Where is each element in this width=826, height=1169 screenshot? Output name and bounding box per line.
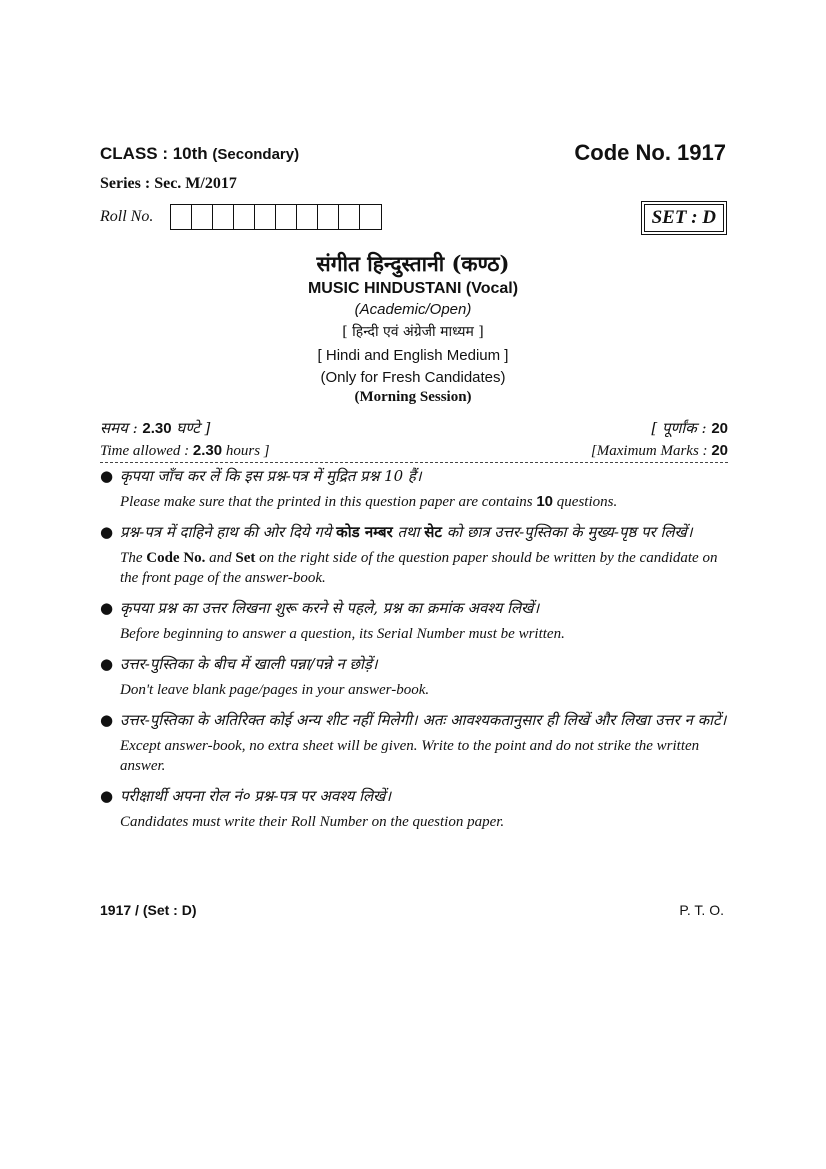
bullet-icon: ● — [100, 787, 114, 805]
set-badge: SET : D — [644, 204, 724, 232]
medium-hindi: [ हिन्दी एवं अंग्रेजी माध्यम ] — [342, 324, 484, 340]
class-label: CLASS : 10th (Secondary) — [100, 144, 300, 163]
instruction-english: Before beginning to answer a question, its Serial Number must be written. — [120, 626, 565, 642]
bullet-icon: ● — [100, 599, 114, 617]
instruction-hindi: ● परीक्षार्थी अपना रोल नं० प्रश्न-पत्र पर अवश्य लिखें। — [100, 787, 392, 805]
max-marks-hindi: [ पूर्णांक : 20 — [651, 419, 728, 437]
time-allowed-hindi: समय : 2.30 घण्टे ] — [100, 419, 211, 437]
roll-digit-box[interactable] — [255, 205, 276, 229]
instruction-hindi: ● कृपया जाँच कर लें कि इस प्रश्न-पत्र में मुद्रित प्रश्न 10 हैं। — [100, 467, 422, 485]
medium-english: [ Hindi and English Medium ] — [317, 347, 509, 364]
bullet-icon: ● — [100, 523, 114, 541]
roll-number-label: Roll No. — [100, 208, 154, 225]
footer-pto: P. T. O. — [679, 902, 724, 918]
instruction-hindi: ● प्रश्न-पत्र में दाहिने हाथ की ओर दिये गये कोड नम्बर तथा सेट को छात्र उत्तर-पुस्तिका के मुख्य-पृष्ठ पर लिखें। — [100, 523, 693, 541]
instruction-hindi: ● कृपया प्रश्न का उत्तर लिखना शुरू करने से पहले, प्रश्न का क्रमांक अवश्य लिखें। — [100, 599, 540, 617]
footer-code: 1917 / (Set : D) — [100, 902, 197, 918]
roll-digit-box[interactable] — [171, 205, 192, 229]
time-allowed-english: Time allowed : 2.30 hours ] — [100, 442, 270, 459]
bullet-icon: ● — [100, 655, 114, 673]
title-hindi: संगीत हिन्दुस्तानी (कण्ठ) — [316, 251, 510, 276]
instruction-english: Please make sure that the printed in this question paper are contains 10 questions. — [120, 493, 618, 510]
bullet-icon: ● — [100, 467, 114, 485]
roll-digit-box[interactable] — [192, 205, 213, 229]
instruction-english: Don't leave blank page/pages in your answer-book. — [120, 682, 430, 698]
instruction-english: The Code No. and Set on the right side of the question paper should be written by the candidate on the front page of the answer-book. — [120, 550, 718, 586]
series-label: Series : Sec. M/2017 — [100, 175, 237, 192]
roll-digit-box[interactable] — [360, 205, 381, 229]
code-number: Code No. 1917 — [574, 140, 726, 165]
roll-digit-box[interactable] — [297, 205, 318, 229]
instruction-hindi: ● उत्तर-पुस्तिका के बीच में खाली पन्ना/पन्ने न छोड़ें। — [100, 655, 378, 673]
max-marks-english: [Maximum Marks : 20 — [590, 442, 728, 459]
academic-open-label: (Academic/Open) — [354, 301, 472, 318]
instruction-english: Candidates must write their Roll Number on the question paper. — [120, 814, 505, 830]
title-english: MUSIC HINDUSTANI (Vocal) — [307, 280, 519, 297]
roll-digit-box[interactable] — [276, 205, 297, 229]
roll-digit-box[interactable] — [234, 205, 255, 229]
divider — [100, 462, 728, 463]
instruction-english: Except answer-book, no extra sheet will be given. Write to the point and do not strike the written answer. — [120, 738, 700, 774]
session-label: (Morning Session) — [354, 389, 472, 405]
time-row-hindi — [100, 418, 728, 438]
fresh-candidates-label: (Only for Fresh Candidates) — [320, 369, 506, 386]
roll-digit-box[interactable] — [339, 205, 360, 229]
roll-digit-box[interactable] — [318, 205, 339, 229]
roll-digit-box[interactable] — [213, 205, 234, 229]
roll-number-boxes[interactable] — [170, 204, 382, 230]
instruction-hindi: ● उत्तर-पुस्तिका के अतिरिक्त कोई अन्य शीट नहीं मिलेगी। अतः आवश्यकतानुसार ही लिखें और लिखा उत्तर न काटें। — [100, 711, 727, 729]
bullet-icon: ● — [100, 711, 114, 729]
time-row-english — [100, 442, 728, 460]
instructions-list — [100, 466, 728, 842]
